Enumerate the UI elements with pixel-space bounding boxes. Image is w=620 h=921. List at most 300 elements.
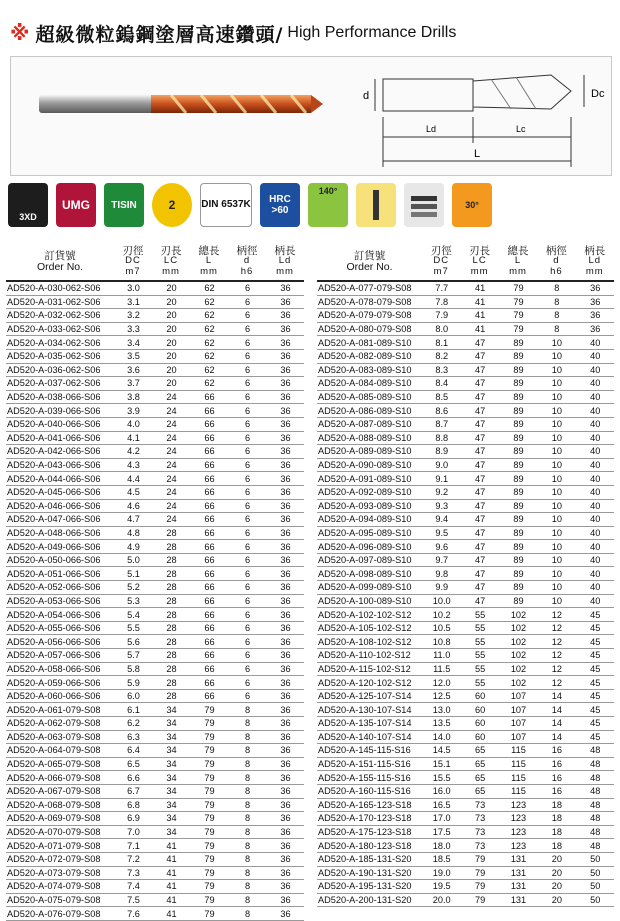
din-icon: DIN 6537K — [200, 183, 252, 227]
d-cell: 8 — [537, 295, 575, 309]
dc-cell: 3.9 — [114, 404, 152, 418]
order-no-cell: AD520-A-055-066-S06 — [6, 621, 114, 635]
lc-cell: 47 — [460, 390, 498, 404]
lc-cell: 55 — [460, 621, 498, 635]
dc-cell: 18.0 — [422, 839, 460, 853]
l-cell: 62 — [190, 309, 228, 323]
dc-cell: 7.1 — [114, 839, 152, 853]
lc-cell: 47 — [460, 513, 498, 527]
order-no-cell: AD520-A-092-089-S10 — [317, 485, 422, 499]
lc-cell: 34 — [152, 784, 190, 798]
table-row — [6, 771, 304, 785]
l-cell: 89 — [499, 431, 537, 445]
l-cell: 66 — [190, 445, 228, 459]
l-cell: 66 — [190, 581, 228, 595]
lc-cell: 60 — [460, 717, 498, 731]
d-cell: 8 — [228, 880, 266, 894]
order-no-cell: AD520-A-051-066-S06 — [6, 567, 114, 581]
l-cell: 62 — [190, 377, 228, 391]
d-cell: 6 — [228, 336, 266, 350]
ld-cell: 36 — [266, 866, 304, 880]
dc-cell: 13.5 — [422, 717, 460, 731]
two-flute-icon: 2 — [152, 183, 192, 227]
ld-cell: 50 — [576, 852, 614, 866]
d-cell: 6 — [228, 567, 266, 581]
l-cell: 89 — [499, 377, 537, 391]
lc-cell: 41 — [460, 309, 498, 323]
lc-cell: 60 — [460, 730, 498, 744]
order-no-cell: AD520-A-047-066-S06 — [6, 513, 114, 527]
d-cell: 8 — [228, 825, 266, 839]
table-row — [6, 567, 304, 581]
d-cell: 8 — [537, 309, 575, 323]
l-cell: 107 — [499, 689, 537, 703]
d-cell: 6 — [228, 662, 266, 676]
title-chinese: 超級微粒鎢鋼塗層高速鑽頭/ — [35, 23, 284, 46]
lc-cell: 20 — [152, 309, 190, 323]
ld-cell: 40 — [576, 390, 614, 404]
table-row — [317, 322, 614, 336]
table-row — [6, 649, 304, 663]
d-cell: 12 — [537, 649, 575, 663]
table-row — [317, 893, 614, 907]
dc-cell: 4.6 — [114, 499, 152, 513]
order-no-cell: AD520-A-037-062-S06 — [6, 377, 114, 391]
col-ld: 柄長 Ld mm — [266, 243, 304, 281]
d-cell: 6 — [228, 649, 266, 663]
dc-cell: 9.8 — [422, 567, 460, 581]
d-cell: 6 — [228, 390, 266, 404]
l-cell: 102 — [499, 621, 537, 635]
lc-cell: 47 — [460, 472, 498, 486]
l-cell: 79 — [190, 784, 228, 798]
table-row — [6, 377, 304, 391]
lc-cell: 55 — [460, 662, 498, 676]
ld-cell: 45 — [576, 649, 614, 663]
d-cell: 6 — [228, 581, 266, 595]
ld-cell: 40 — [576, 499, 614, 513]
dc-cell: 4.4 — [114, 472, 152, 486]
table-row — [6, 363, 304, 377]
l-cell: 102 — [499, 676, 537, 690]
ld-cell: 36 — [266, 608, 304, 622]
lc-cell: 47 — [460, 526, 498, 540]
order-no-cell: AD520-A-096-089-S10 — [317, 540, 422, 554]
lc-cell: 20 — [152, 281, 190, 295]
order-no-cell: AD520-A-081-089-S10 — [317, 336, 422, 350]
dc-cell: 3.6 — [114, 363, 152, 377]
table-row — [6, 458, 304, 472]
l-cell: 115 — [499, 757, 537, 771]
l-cell: 66 — [190, 417, 228, 431]
table-row — [6, 594, 304, 608]
l-cell: 89 — [499, 485, 537, 499]
l-cell: 62 — [190, 363, 228, 377]
ld-cell: 36 — [576, 281, 614, 295]
lc-cell: 28 — [152, 581, 190, 595]
ld-cell: 36 — [266, 839, 304, 853]
dc-cell: 8.2 — [422, 349, 460, 363]
col-lc: 刃長 LC mm — [152, 243, 190, 281]
d-cell: 20 — [537, 852, 575, 866]
ld-cell: 45 — [576, 635, 614, 649]
lc-cell: 28 — [152, 553, 190, 567]
dc-cell: 5.3 — [114, 594, 152, 608]
lc-cell: 41 — [152, 880, 190, 894]
d-cell: 16 — [537, 757, 575, 771]
order-no-cell: AD520-A-031-062-S06 — [6, 295, 114, 309]
table-row — [6, 336, 304, 350]
table-row — [6, 880, 304, 894]
order-no-cell: AD520-A-067-079-S08 — [6, 784, 114, 798]
table-row — [317, 608, 614, 622]
l-cell: 79 — [190, 907, 228, 921]
d-cell: 10 — [537, 431, 575, 445]
order-no-cell: AD520-A-068-079-S08 — [6, 798, 114, 812]
lc-cell: 28 — [152, 689, 190, 703]
dc-cell: 4.1 — [114, 431, 152, 445]
l-cell: 102 — [499, 662, 537, 676]
dc-cell: 9.5 — [422, 526, 460, 540]
d-cell: 6 — [228, 608, 266, 622]
ld-cell: 40 — [576, 594, 614, 608]
order-no-cell: AD520-A-033-062-S06 — [6, 322, 114, 336]
order-no-cell: AD520-A-088-089-S10 — [317, 431, 422, 445]
table-row — [6, 281, 304, 295]
l-cell: 79 — [499, 281, 537, 295]
lc-cell: 41 — [152, 907, 190, 921]
ld-cell: 40 — [576, 349, 614, 363]
col-order-no: 訂貨號 Order No. — [6, 243, 114, 281]
table-row — [6, 730, 304, 744]
l-cell: 89 — [499, 458, 537, 472]
lc-cell: 34 — [152, 771, 190, 785]
col-d: 柄徑 d h6 — [228, 243, 266, 281]
lc-cell: 47 — [460, 363, 498, 377]
d-cell: 6 — [228, 363, 266, 377]
col-l: 總長 L mm — [190, 243, 228, 281]
ld-cell: 36 — [266, 431, 304, 445]
dim-l-label: L — [474, 148, 481, 160]
dc-cell: 15.1 — [422, 757, 460, 771]
table-row — [317, 390, 614, 404]
table-row — [317, 744, 614, 758]
l-cell: 66 — [190, 649, 228, 663]
order-no-cell: AD520-A-155-115-S16 — [317, 771, 422, 785]
table-row — [6, 322, 304, 336]
l-cell: 66 — [190, 621, 228, 635]
ld-cell: 36 — [266, 825, 304, 839]
order-table-right — [317, 243, 614, 907]
table-row — [6, 608, 304, 622]
ld-cell: 36 — [576, 322, 614, 336]
d-cell: 10 — [537, 445, 575, 459]
lc-cell: 20 — [152, 295, 190, 309]
table-row — [6, 513, 304, 527]
dc-cell: 3.4 — [114, 336, 152, 350]
d-cell: 10 — [537, 404, 575, 418]
order-no-cell: AD520-A-059-066-S06 — [6, 676, 114, 690]
l-cell: 66 — [190, 404, 228, 418]
lc-cell: 28 — [152, 676, 190, 690]
dc-cell: 5.9 — [114, 676, 152, 690]
ld-cell: 36 — [266, 390, 304, 404]
dc-cell: 11.0 — [422, 649, 460, 663]
lc-cell: 20 — [152, 336, 190, 350]
d-cell: 12 — [537, 608, 575, 622]
ld-cell: 36 — [266, 662, 304, 676]
ld-cell: 45 — [576, 703, 614, 717]
l-cell: 89 — [499, 445, 537, 459]
table-row — [317, 852, 614, 866]
dc-cell: 12.0 — [422, 676, 460, 690]
ld-cell: 45 — [576, 730, 614, 744]
d-cell: 6 — [228, 472, 266, 486]
d-cell: 6 — [228, 594, 266, 608]
order-no-cell: AD520-A-060-066-S06 — [6, 689, 114, 703]
order-no-cell: AD520-A-160-115-S16 — [317, 784, 422, 798]
lc-cell: 41 — [460, 322, 498, 336]
l-cell: 89 — [499, 336, 537, 350]
ld-cell: 45 — [576, 662, 614, 676]
d-cell: 20 — [537, 880, 575, 894]
order-no-cell: AD520-A-074-079-S08 — [6, 880, 114, 894]
dc-cell: 5.6 — [114, 635, 152, 649]
l-cell: 89 — [499, 472, 537, 486]
ld-cell: 36 — [266, 717, 304, 731]
d-cell: 10 — [537, 553, 575, 567]
d-cell: 18 — [537, 825, 575, 839]
lc-cell: 28 — [152, 540, 190, 554]
d-cell: 6 — [228, 309, 266, 323]
dc-cell: 20.0 — [422, 893, 460, 907]
dc-cell: 8.9 — [422, 445, 460, 459]
table-row — [317, 880, 614, 894]
ld-cell: 36 — [266, 377, 304, 391]
table-row — [6, 349, 304, 363]
order-no-cell: AD520-A-044-066-S06 — [6, 472, 114, 486]
lc-cell: 73 — [460, 798, 498, 812]
table-row — [317, 445, 614, 459]
dc-cell: 3.0 — [114, 281, 152, 295]
table-row — [317, 676, 614, 690]
ld-cell: 40 — [576, 513, 614, 527]
order-no-cell: AD520-A-064-079-S08 — [6, 744, 114, 758]
l-cell: 89 — [499, 567, 537, 581]
l-cell: 62 — [190, 349, 228, 363]
l-cell: 89 — [499, 499, 537, 513]
d-cell: 10 — [537, 349, 575, 363]
ld-cell: 40 — [576, 485, 614, 499]
order-no-cell: AD520-A-072-079-S08 — [6, 852, 114, 866]
order-no-cell: AD520-A-098-089-S10 — [317, 567, 422, 581]
lc-cell: 73 — [460, 825, 498, 839]
dc-cell: 16.5 — [422, 798, 460, 812]
table-row — [317, 513, 614, 527]
dc-cell: 8.0 — [422, 322, 460, 336]
lc-cell: 55 — [460, 635, 498, 649]
ld-cell: 36 — [266, 540, 304, 554]
d-cell: 6 — [228, 485, 266, 499]
dc-cell: 6.0 — [114, 689, 152, 703]
table-row — [317, 526, 614, 540]
dc-cell: 5.8 — [114, 662, 152, 676]
d-cell: 14 — [537, 730, 575, 744]
ld-cell: 48 — [576, 771, 614, 785]
d-cell: 18 — [537, 839, 575, 853]
d-cell: 14 — [537, 717, 575, 731]
l-cell: 131 — [499, 893, 537, 907]
d-cell: 6 — [228, 689, 266, 703]
order-no-cell: AD520-A-083-089-S10 — [317, 363, 422, 377]
dc-cell: 13.0 — [422, 703, 460, 717]
lc-cell: 34 — [152, 717, 190, 731]
dc-cell: 8.3 — [422, 363, 460, 377]
ld-cell: 36 — [266, 417, 304, 431]
dc-cell: 4.7 — [114, 513, 152, 527]
d-cell: 6 — [228, 635, 266, 649]
order-no-cell: AD520-A-145-115-S16 — [317, 744, 422, 758]
dc-cell: 7.4 — [114, 880, 152, 894]
l-cell: 62 — [190, 336, 228, 350]
ld-cell: 36 — [266, 594, 304, 608]
table-row — [317, 594, 614, 608]
dc-cell: 3.5 — [114, 349, 152, 363]
d-cell: 6 — [228, 281, 266, 295]
order-no-cell: AD520-A-087-089-S10 — [317, 417, 422, 431]
order-no-cell: AD520-A-165-123-S18 — [317, 798, 422, 812]
lc-cell: 65 — [460, 771, 498, 785]
order-no-cell: AD520-A-041-066-S06 — [6, 431, 114, 445]
l-cell: 66 — [190, 689, 228, 703]
l-cell: 66 — [190, 553, 228, 567]
d-cell: 6 — [228, 458, 266, 472]
l-cell: 79 — [499, 295, 537, 309]
lc-cell: 47 — [460, 553, 498, 567]
dc-cell: 15.5 — [422, 771, 460, 785]
dc-cell: 6.7 — [114, 784, 152, 798]
table-row — [317, 784, 614, 798]
table-row — [6, 757, 304, 771]
l-cell: 107 — [499, 730, 537, 744]
order-no-cell: AD520-A-140-107-S14 — [317, 730, 422, 744]
d-cell: 12 — [537, 676, 575, 690]
l-cell: 131 — [499, 866, 537, 880]
d-cell: 8 — [537, 322, 575, 336]
l-cell: 66 — [190, 485, 228, 499]
col-order-no: 訂貨號 Order No. — [317, 243, 422, 281]
dc-cell: 9.7 — [422, 553, 460, 567]
table-row — [6, 839, 304, 853]
lc-cell: 20 — [152, 377, 190, 391]
ld-cell: 36 — [266, 757, 304, 771]
order-no-cell: AD520-A-039-066-S06 — [6, 404, 114, 418]
dc-cell: 5.7 — [114, 649, 152, 663]
lc-cell: 24 — [152, 472, 190, 486]
lc-cell: 47 — [460, 581, 498, 595]
lc-cell: 47 — [460, 349, 498, 363]
order-no-cell: AD520-A-090-089-S10 — [317, 458, 422, 472]
d-cell: 14 — [537, 703, 575, 717]
dc-cell: 5.1 — [114, 567, 152, 581]
d-cell: 10 — [537, 417, 575, 431]
table-row — [6, 431, 304, 445]
ld-cell: 36 — [266, 852, 304, 866]
d-cell: 6 — [228, 295, 266, 309]
l-cell: 66 — [190, 676, 228, 690]
l-cell: 131 — [499, 852, 537, 866]
l-cell: 66 — [190, 608, 228, 622]
l-cell: 89 — [499, 390, 537, 404]
d-cell: 18 — [537, 798, 575, 812]
coolant-icon — [356, 183, 396, 227]
table-row — [317, 730, 614, 744]
ld-cell: 36 — [266, 363, 304, 377]
d-cell: 8 — [228, 893, 266, 907]
lc-cell: 24 — [152, 485, 190, 499]
table-row — [6, 472, 304, 486]
dc-cell: 4.0 — [114, 417, 152, 431]
d-cell: 8 — [228, 757, 266, 771]
l-cell: 66 — [190, 499, 228, 513]
d-cell: 18 — [537, 812, 575, 826]
table-row — [6, 404, 304, 418]
lc-cell: 47 — [460, 458, 498, 472]
ld-cell: 36 — [266, 445, 304, 459]
l-cell: 79 — [190, 825, 228, 839]
d-cell: 20 — [537, 893, 575, 907]
l-cell: 62 — [190, 295, 228, 309]
lc-cell: 41 — [152, 852, 190, 866]
order-no-cell: AD520-A-038-066-S06 — [6, 390, 114, 404]
table-row — [317, 485, 614, 499]
table-row — [317, 295, 614, 309]
table-row — [6, 866, 304, 880]
lc-cell: 47 — [460, 377, 498, 391]
dc-cell: 6.6 — [114, 771, 152, 785]
drill-drawing — [11, 57, 611, 175]
ld-cell: 48 — [576, 784, 614, 798]
ld-cell: 36 — [266, 907, 304, 921]
col-lc: 刃長 LC mm — [460, 243, 498, 281]
l-cell: 62 — [190, 281, 228, 295]
lc-cell: 79 — [460, 880, 498, 894]
d-cell: 8 — [228, 703, 266, 717]
dc-cell: 14.0 — [422, 730, 460, 744]
l-cell: 115 — [499, 744, 537, 758]
l-cell: 79 — [190, 717, 228, 731]
table-row — [6, 907, 304, 921]
d-cell: 8 — [228, 744, 266, 758]
order-no-cell: AD520-A-115-102-S12 — [317, 662, 422, 676]
order-no-cell: AD520-A-065-079-S08 — [6, 757, 114, 771]
dim-dc-label: Dc — [591, 88, 605, 100]
lc-cell: 20 — [152, 363, 190, 377]
dc-cell: 7.0 — [114, 825, 152, 839]
l-cell: 89 — [499, 581, 537, 595]
l-cell: 123 — [499, 812, 537, 826]
l-cell: 79 — [190, 771, 228, 785]
lc-cell: 34 — [152, 757, 190, 771]
order-no-cell: AD520-A-097-089-S10 — [317, 553, 422, 567]
order-no-cell: AD520-A-089-089-S10 — [317, 445, 422, 459]
dc-cell: 8.7 — [422, 417, 460, 431]
table-row — [6, 893, 304, 907]
dc-cell: 3.3 — [114, 322, 152, 336]
table-row — [317, 458, 614, 472]
table-row — [317, 377, 614, 391]
order-no-cell: AD520-A-030-062-S06 — [6, 281, 114, 295]
